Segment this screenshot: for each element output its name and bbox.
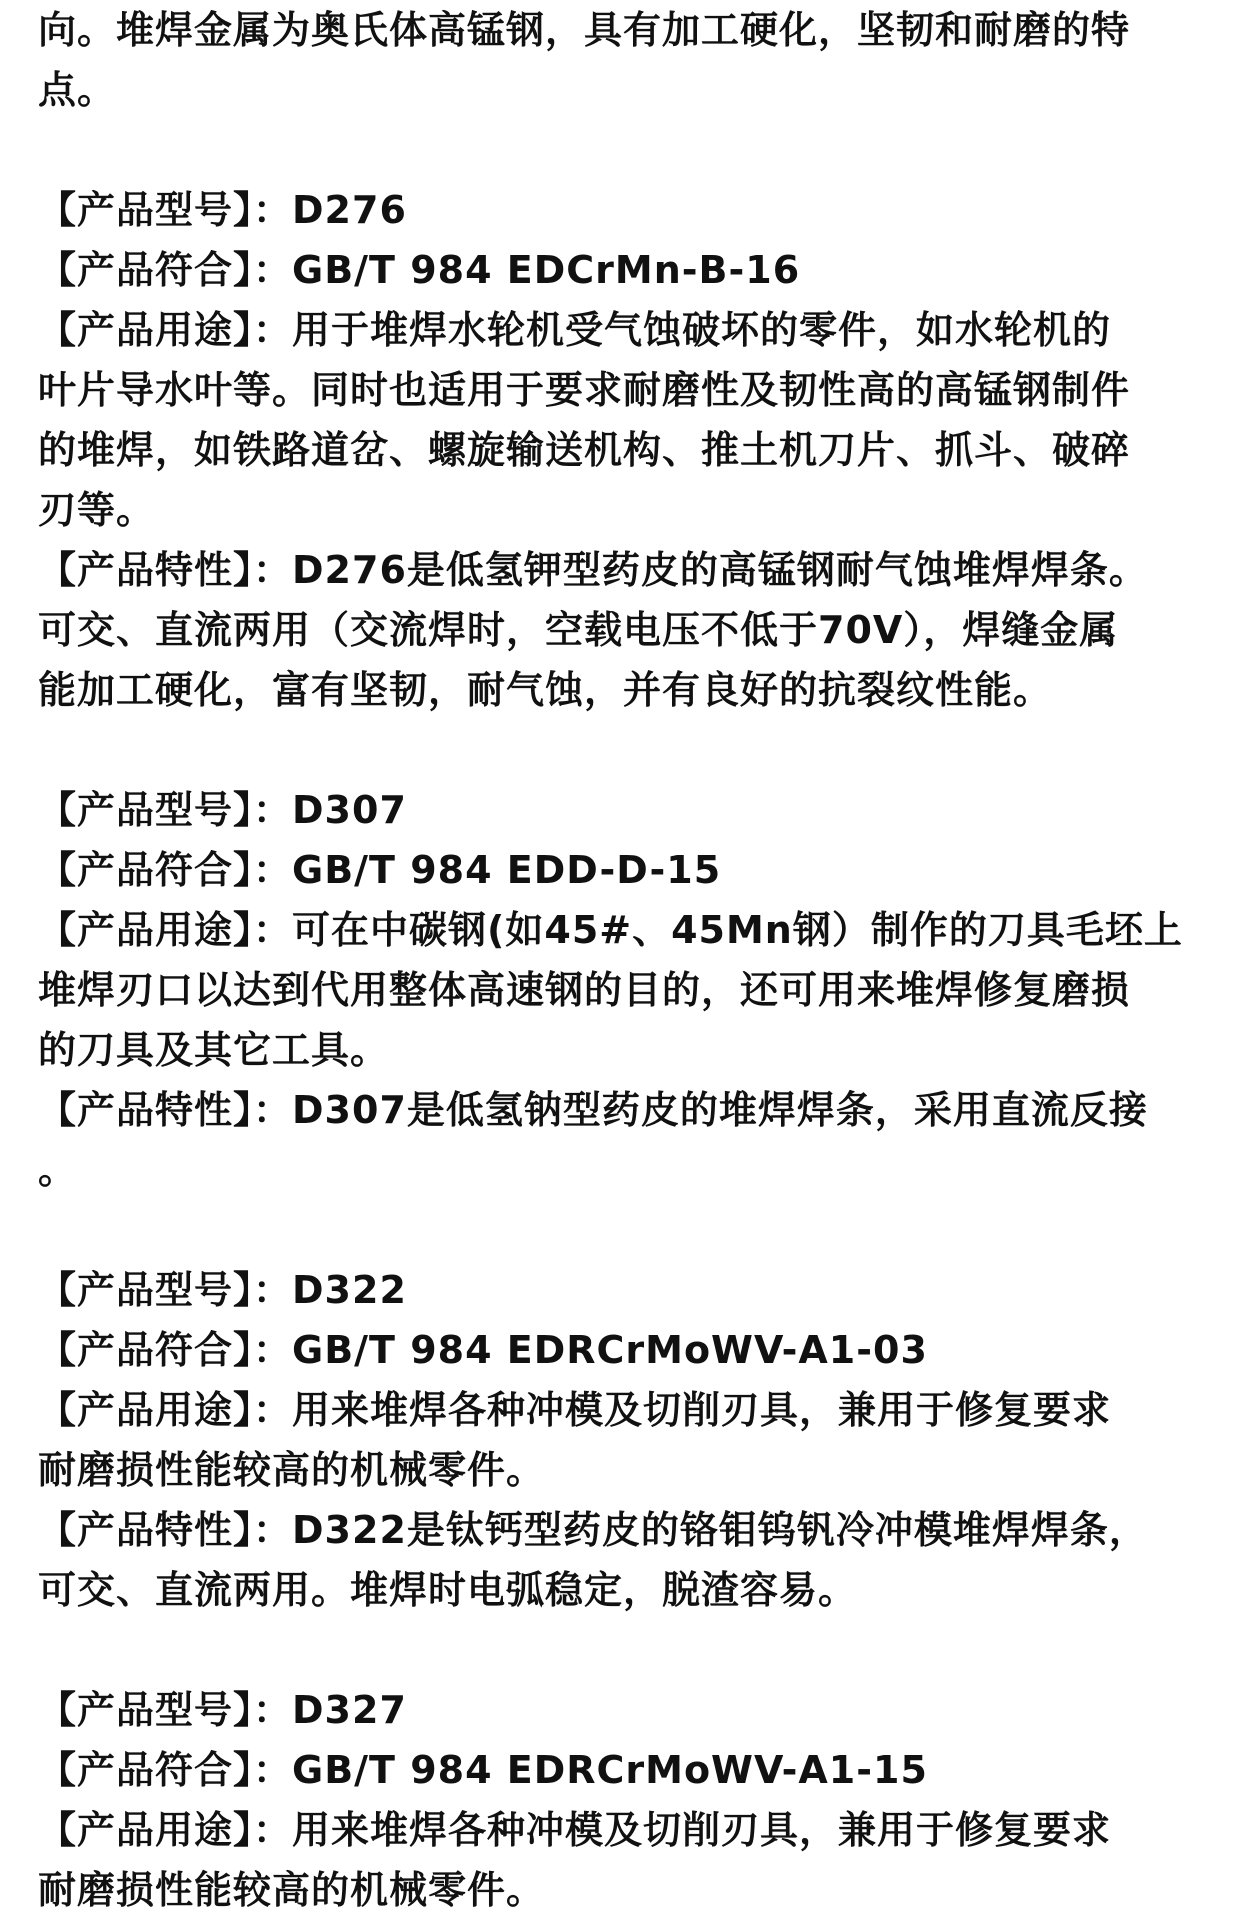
product-model <box>38 1260 1210 1320</box>
product-model-value: D322 <box>292 1268 407 1312</box>
product-model-label: 【产品型号】： <box>38 788 293 832</box>
product-feature-label: 【产品特性】： <box>38 1088 293 1132</box>
product-usage-line: 堆焊刃口以达到代用整体高速钢的目的，还可用来堆焊修复磨损 <box>38 968 1131 1012</box>
product-usage-label: 【产品用途】： <box>38 908 293 952</box>
product-usage-value: 用来堆焊各种冲模及切削刃具，兼用于修复要求 <box>292 1388 1112 1432</box>
product-standard <box>38 1740 1210 1800</box>
product-usage-value: 可在中碳钢(如45#、45Mn钢）制作的刀具毛坯上 <box>292 908 1183 952</box>
product-usage <box>38 1380 1210 1440</box>
product-model-value: D307 <box>292 788 407 832</box>
spacer <box>38 1200 1210 1260</box>
product-model-label: 【产品型号】： <box>38 1268 293 1312</box>
intro-line: 向。堆焊金属为奥氏体高锰钢，具有加工硬化，坚韧和耐磨的特 <box>38 8 1131 52</box>
product-standard-value: GB/T 984 EDD-D-15 <box>292 848 722 892</box>
product-feature-line: 。 <box>38 1148 78 1192</box>
product-block <box>38 1200 1210 1620</box>
product-model-value: D327 <box>292 1688 407 1732</box>
product-usage-label: 【产品用途】： <box>38 308 293 352</box>
product-usage-value: 用来堆焊各种冲模及切削刃具，兼用于修复要求 <box>292 1808 1112 1852</box>
product-usage-line: 的刀具及其它工具。 <box>38 1028 390 1072</box>
product-model <box>38 1680 1210 1740</box>
product-standard <box>38 840 1210 900</box>
product-model <box>38 180 1210 240</box>
product-usage-value: 用于堆焊水轮机受气蚀破坏的零件，如水轮机的 <box>292 308 1112 352</box>
product-feature-label: 【产品特性】： <box>38 548 293 592</box>
product-usage-line: 刃等。 <box>38 488 156 532</box>
product-block <box>38 720 1210 1200</box>
product-usage-line: 耐磨损性能较高的机械零件。 <box>38 1448 546 1492</box>
product-standard-label: 【产品符合】： <box>38 848 293 892</box>
product-usage <box>38 300 1210 360</box>
product-model-label: 【产品型号】： <box>38 188 293 232</box>
spacer <box>38 120 1210 180</box>
product-feature <box>38 540 1210 600</box>
product-feature-value: D322是钛钙型药皮的铬钼钨钒冷冲模堆焊焊条， <box>292 1508 1148 1552</box>
product-standard <box>38 240 1210 300</box>
product-usage-label: 【产品用途】： <box>38 1388 293 1432</box>
spacer <box>38 1620 1210 1680</box>
product-standard-value: GB/T 984 EDRCrMoWV-A1-15 <box>292 1748 928 1792</box>
product-model-value: D276 <box>292 188 407 232</box>
product-usage-line: 耐磨损性能较高的机械零件。 <box>38 1868 546 1912</box>
document-body <box>38 0 1210 1920</box>
product-standard-label: 【产品符合】： <box>38 1748 293 1792</box>
product-standard-label: 【产品符合】： <box>38 248 293 292</box>
product-standard-value: GB/T 984 EDRCrMoWV-A1-03 <box>292 1328 928 1372</box>
product-feature-line: 可交、直流两用（交流焊时，空载电压不低于70V），焊缝金属 <box>38 608 1119 652</box>
product-model <box>38 780 1210 840</box>
product-block <box>38 1620 1210 1920</box>
intro-line: 点。 <box>38 68 117 112</box>
product-feature-value: D276是低氢钾型药皮的高锰钢耐气蚀堆焊焊条。 <box>292 548 1148 592</box>
product-feature-line: 能加工硬化，富有坚韧，耐气蚀，并有良好的抗裂纹性能。 <box>38 668 1053 712</box>
product-usage-line: 的堆焊，如铁路道岔、螺旋输送机构、推土机刀片、抓斗、破碎 <box>38 428 1131 472</box>
product-list <box>38 120 1210 1920</box>
product-feature-line: 可交、直流两用。堆焊时电弧稳定，脱渣容易。 <box>38 1568 858 1612</box>
product-usage-line: 叶片导水叶等。同时也适用于要求耐磨性及韧性高的高锰钢制件 <box>38 368 1131 412</box>
spacer <box>38 720 1210 780</box>
product-block <box>38 120 1210 720</box>
product-standard-value: GB/T 984 EDCrMn-B-16 <box>292 248 801 292</box>
product-usage <box>38 1800 1210 1860</box>
product-feature <box>38 1500 1210 1560</box>
product-feature <box>38 1080 1210 1140</box>
product-standard <box>38 1320 1210 1380</box>
product-standard-label: 【产品符合】： <box>38 1328 293 1372</box>
product-feature-value: D307是低氢钠型药皮的堆焊焊条，采用直流反接 <box>292 1088 1148 1132</box>
product-usage-label: 【产品用途】： <box>38 1808 293 1852</box>
product-usage <box>38 900 1210 960</box>
product-feature-label: 【产品特性】： <box>38 1508 293 1552</box>
product-model-label: 【产品型号】： <box>38 1688 293 1732</box>
